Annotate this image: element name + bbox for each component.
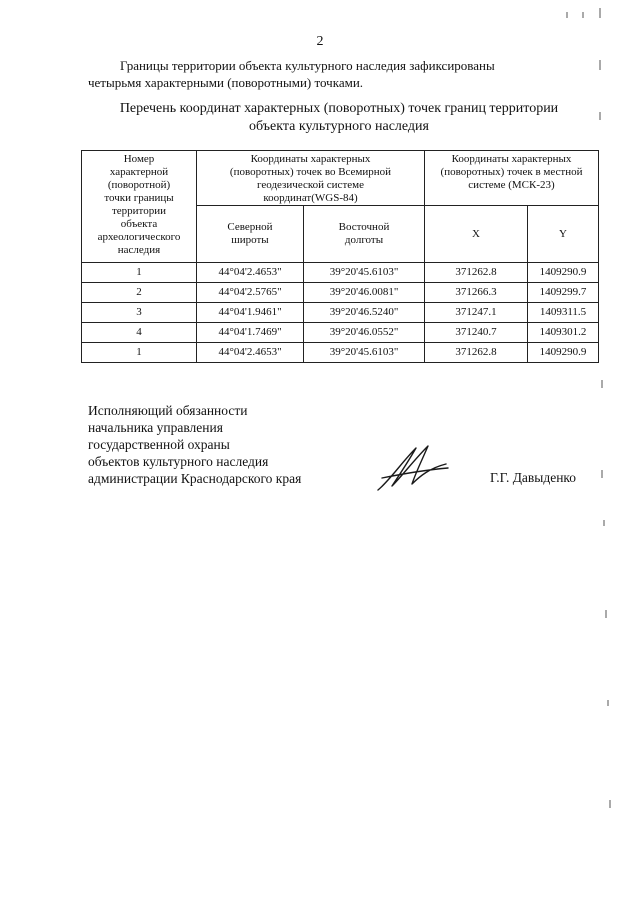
table-row bbox=[82, 263, 599, 283]
signer-name: Г.Г. Давыденко bbox=[490, 470, 577, 485]
cell-east: 39°20'46.0081" bbox=[304, 283, 425, 303]
list-title-line-1: Перечень координат характерных (поворотных) точек границ территории bbox=[119, 101, 559, 116]
cell-east: 39°20'46.5240" bbox=[304, 303, 425, 323]
table-row bbox=[82, 283, 599, 303]
table-row bbox=[82, 343, 599, 363]
position-line: Исполняющий обязанности bbox=[88, 403, 248, 418]
cell-east: 39°20'45.6103" bbox=[304, 263, 425, 283]
header-wgs84: Координаты характерных (поворотных) точек во Всемирной геодезической системе координат(WGS-84) bbox=[197, 151, 425, 206]
header-north-latitude: Северной широты bbox=[197, 206, 304, 263]
cell-north: 44°04'1.7469" bbox=[197, 323, 304, 343]
cell-y: 1409311.5 bbox=[528, 303, 599, 323]
intro-paragraph bbox=[88, 57, 594, 91]
cell-num: 4 bbox=[82, 323, 197, 343]
cell-north: 44°04'2.5765" bbox=[197, 283, 304, 303]
cell-y: 1409299.7 bbox=[528, 283, 599, 303]
cell-east: 39°20'46.0552" bbox=[304, 323, 425, 343]
coordinates-table bbox=[81, 150, 599, 363]
position-line: объектов культурного наследия bbox=[88, 454, 269, 469]
position-line: администрации Краснодарского края bbox=[88, 471, 302, 486]
cell-x: 371240.7 bbox=[425, 323, 528, 343]
intro-line-1: Границы территории объекта культурного наследия зафиксированы bbox=[120, 58, 495, 73]
cell-x: 371262.8 bbox=[425, 343, 528, 363]
position-line: начальника управления bbox=[88, 420, 223, 435]
signatory-position bbox=[88, 402, 301, 487]
page-number: 2 bbox=[316, 34, 324, 49]
header-east-longitude: Восточной долготы bbox=[304, 206, 425, 263]
cell-x: 371266.3 bbox=[425, 283, 528, 303]
cell-x: 371247.1 bbox=[425, 303, 528, 323]
list-title-line-2: объекта культурного наследия bbox=[249, 119, 429, 134]
handwritten-signature-icon bbox=[372, 440, 452, 500]
table-row bbox=[82, 303, 599, 323]
cell-x: 371262.8 bbox=[425, 263, 528, 283]
table-row bbox=[82, 323, 599, 343]
header-point-number: Номер характерной (поворотной) точки границы территории объекта археологического наследия bbox=[82, 151, 197, 263]
header-x: X bbox=[425, 206, 528, 263]
header-y: Y bbox=[528, 206, 599, 263]
cell-y: 1409290.9 bbox=[528, 343, 599, 363]
list-title bbox=[80, 100, 598, 136]
position-line: государственной охраны bbox=[88, 437, 230, 452]
cell-y: 1409301.2 bbox=[528, 323, 599, 343]
cell-num: 1 bbox=[82, 343, 197, 363]
cell-north: 44°04'2.4653" bbox=[197, 263, 304, 283]
cell-num: 2 bbox=[82, 283, 197, 303]
cell-east: 39°20'45.6103" bbox=[304, 343, 425, 363]
cell-y: 1409290.9 bbox=[528, 263, 599, 283]
intro-line-2: четырьмя характерными (поворотными) точками. bbox=[88, 75, 364, 90]
cell-north: 44°04'1.9461" bbox=[197, 303, 304, 323]
cell-num: 3 bbox=[82, 303, 197, 323]
cell-num: 1 bbox=[82, 263, 197, 283]
cell-north: 44°04'2.4653" bbox=[197, 343, 304, 363]
header-msk23: Координаты характерных (поворотных) точек в местной системе (МСК-23) bbox=[425, 151, 599, 206]
